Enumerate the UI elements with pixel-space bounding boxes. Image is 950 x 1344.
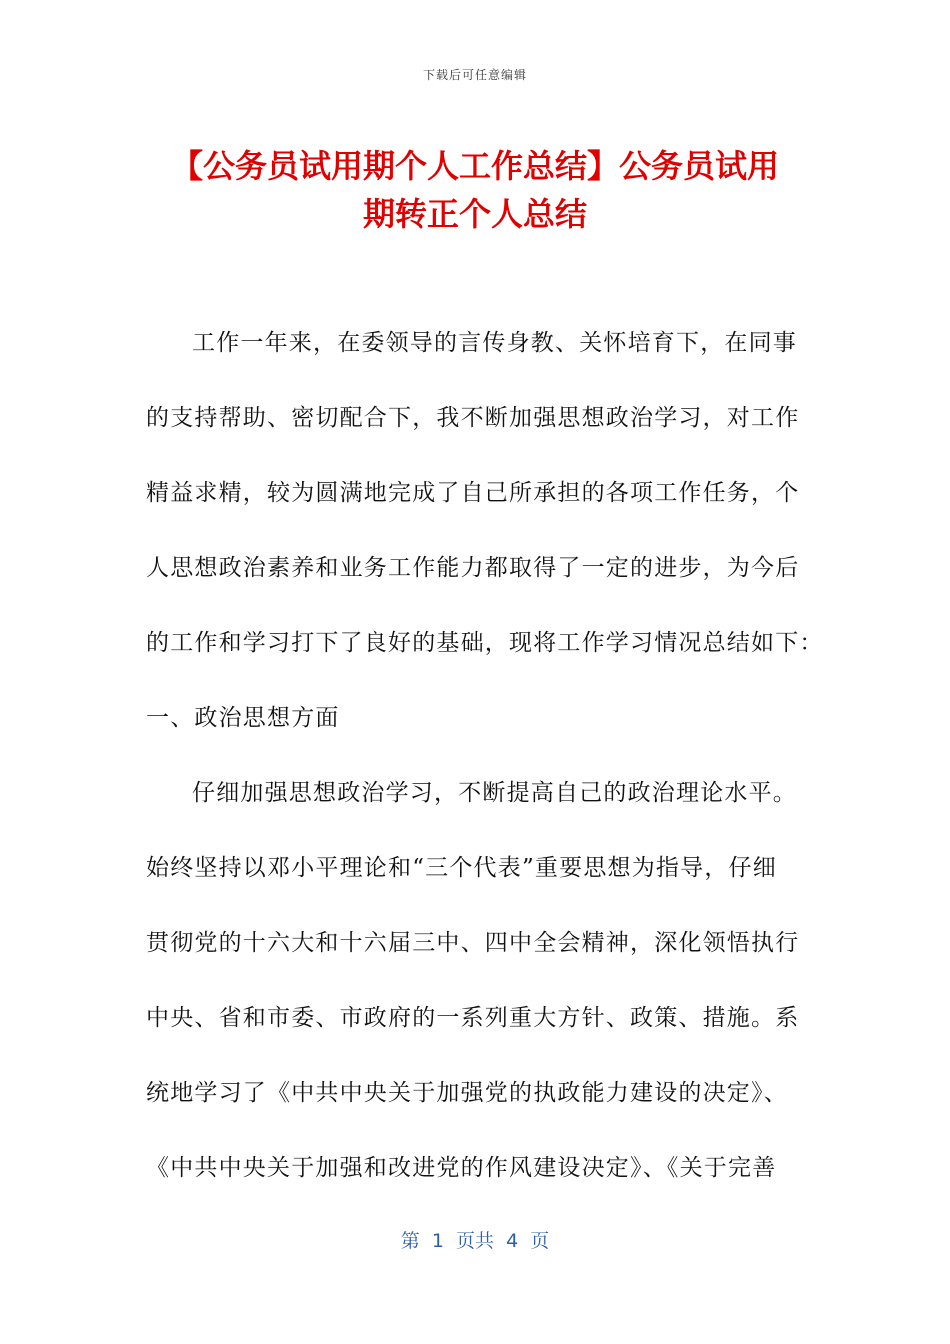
document-title xyxy=(146,142,804,238)
document-body xyxy=(146,320,824,1220)
paragraph-line: 中央、省和市委、市政府的一系列重大方针、政策、措施。系 xyxy=(146,1005,800,1031)
section-heading: 一、政治思想方面 xyxy=(146,705,340,731)
paragraph-line: 仔细加强思想政治学习，不断提高自己的政治理论水平。 xyxy=(192,780,797,806)
paragraph-line: 的支持帮助、密切配合下，我不断加强思想政治学习，对工作 xyxy=(146,405,800,431)
paragraph-line: 《中共中央关于加强和改进党的作风建设决定》、《关于完善 xyxy=(146,1155,777,1181)
title-line-1: 【公务员试用期个人工作总结】公务员试用 xyxy=(170,147,779,185)
header-note: 下载后可任意编辑 xyxy=(422,68,527,82)
paragraph-line: 人思想政治素养和业务工作能力都取得了一定的进步，为今后 xyxy=(146,555,800,581)
page-number-footer: 第 1 页共 4 页 xyxy=(400,1230,550,1252)
paragraph-line: 始终坚持以邓小平理论和“三个代表”重要思想为指导，仔细 xyxy=(146,855,777,881)
paragraph-line: 精益求精，较为圆满地完成了自己所承担的各项工作任务，个 xyxy=(146,480,800,506)
title-line-2: 期转正个人总结 xyxy=(362,195,587,233)
paragraph-line: 贯彻党的十六大和十六届三中、四中全会精神，深化领悟执行 xyxy=(146,930,800,956)
paragraph-line: 统地学习了《中共中央关于加强党的执政能力建设的决定》、 xyxy=(146,1080,788,1106)
paragraph-line: 的工作和学习打下了良好的基础，现将工作学习情况总结如下： xyxy=(146,630,824,656)
paragraph-line: 工作一年来，在委领导的言传身教、关怀培育下，在同事 xyxy=(192,330,797,356)
